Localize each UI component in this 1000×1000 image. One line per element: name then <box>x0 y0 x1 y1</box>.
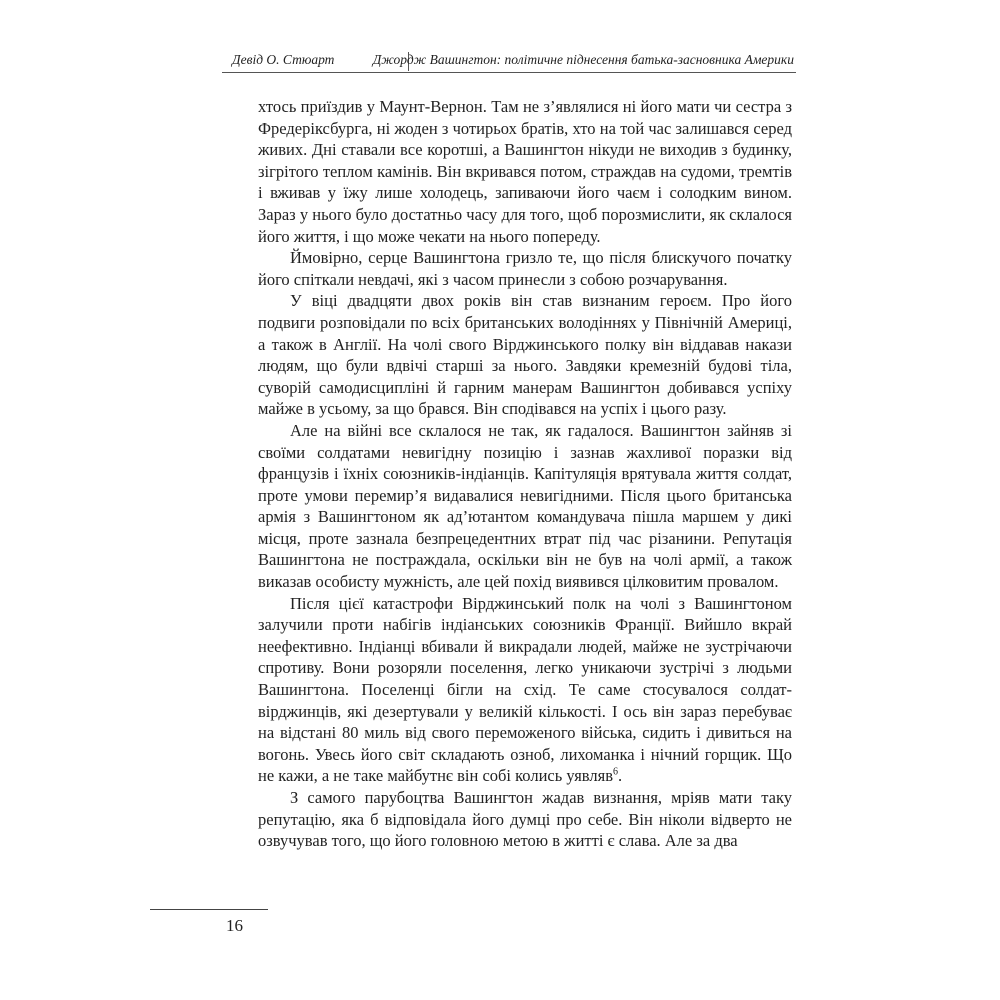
paragraph: У віці двадцяти двох років він став визнаним героєм. Про його подвиги розповідали по всіх британських володіннях у Північній Америці, а також в Англії. На чолі свого Вірджинського полку він віддавав накази людям, що були вдвічі старші за нього. Завдяки кремезній будові тіла, суворій самодисципліні й гарним манерам Вашингтон добивався успіху майже в усьому, за що брався. Він сподівався на успіх і цього разу. <box>258 291 792 419</box>
paragraph-text: Після цієї катастрофи Вірджинський полк на чолі з Вашингтоном залучили проти набігів індіанських союзників Франції. Вийшло вкрай неефективно. Індіанці вбивали й викрадали людей, майже не зустрічаючи спротиву. Вони розоряли поселення, легко уникаючи зустрічі з людьми Вашингтона. Поселенці бігли на схід. Те саме стосувалося солдат-вірджинців, які дезертували у великій кількості. І ось він зараз перебуває на відстані 80 миль від свого переможеного війська, сидить і дивиться на вогонь. Увесь його світ складають озноб, лихоманка і нічний горщик. Що не кажи, а не таке майбутнє він собі колись уявляв <box>258 593 792 786</box>
footnote-reference[interactable]: 6 <box>612 766 618 778</box>
paragraph: Але на війні все склалося не так, як гадалося. Вашингтон зайняв зі своїми солдатами невигідну позицію і зазнав жахливої поразки від французів і їхніх союзників-індіанців. Капітуляція врятувала життя солдат, проте умови перемир’я видавалися невигідними. Після цього британська армія з Вашингтоном як ад’ютантом командувача пішла маршем у дикі місця, проте зазнала безпрецедентних втрат під час різанини. Репутація Вашингтона не постраждала, оскільки він не був на чолі армії, а також виказав особисту мужність, але цей похід виявився цілковитим провалом. <box>258 420 792 592</box>
paragraph: Після цієї катастрофи Вірджинський полк на чолі з Вашингтоном залучили проти набігів індіанських союзників Франції. Вийшло вкрай неефективно. Індіанці вбивали й викрадали людей, майже не зустрічаючи спротиву. Вони розоряли поселення, легко уникаючи зустрічі з людьми Вашингтона. Поселенці бігли на схід. Те саме стосувалося солдат-вірджинців, які дезертували у великій кількості. І ось він зараз перебуває на відстані 80 миль від свого переможеного війська, сидить і дивиться на вогонь. Увесь його світ складають озноб, лихоманка і нічний горщик. Що не кажи, а не таке майбутнє він собі колись уявляв$^6$. <box>258 593 792 786</box>
page-number: 16 <box>226 916 243 935</box>
header-book-title: Джордж Вашингтон: політичне піднесення батька-засновника Америки <box>372 52 794 67</box>
paragraph: Ймовірно, серце Вашингтона гризло те, що після блискучого початку його спіткали невдачі, які з часом принесли з собою розчарування. <box>258 248 792 289</box>
footnote-divider <box>150 909 268 910</box>
running-header <box>222 50 796 73</box>
header-author: Девід О. Стюарт <box>232 52 335 67</box>
page-body <box>258 96 792 852</box>
paragraph-continued: хтось приїздив у Маунт-Вернон. Там не з’являлися ні його мати чи сестра з Фредеріксбурга, ні жоден з чотирьох братів, хто на той час залишався серед живих. Дні ставали все коротші, а Вашингтон нікуди не виходив з будинку, зігрітого теплом камінів. Він вкривався потом, страждав на судоми, тремтів і вживав у їжу лише холодець, запиваючи його чаєм і солодким вином. Зараз у нього було достатньо часу для того, щоб порозмислити, як склалося його життя, і що може чекати на нього попереду. <box>258 97 792 246</box>
paragraph: З самого парубоцтва Вашингтон жадав визнання, мріяв мати таку репутацію, яка б відповідала його думці про себе. Він ніколи відверто не озвучував того, що його головною метою в житті є слава. Але за два <box>258 788 792 851</box>
